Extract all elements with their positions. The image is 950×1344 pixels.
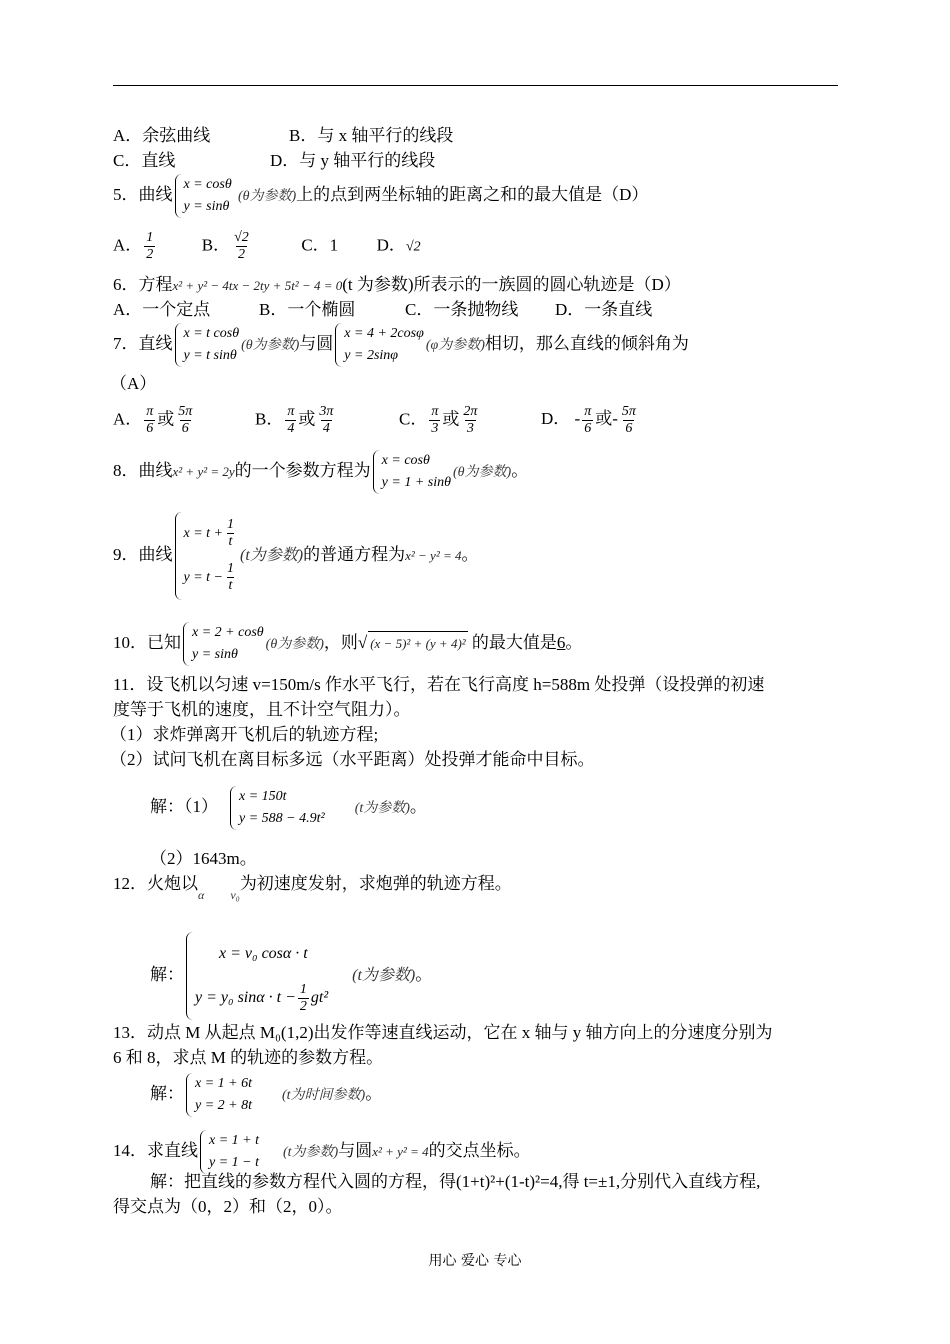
q4-option-d: D．与 y 轴平行的线段 (270, 151, 436, 170)
brace (183, 622, 190, 666)
numerator: π (287, 404, 295, 419)
q11-sol-label: 解：（1） (150, 796, 218, 816)
numerator: 3π (319, 404, 334, 419)
q12-param-system (186, 932, 328, 1020)
q11-line1: 11．设飞机以匀速 v=150m/s 作水平飞行，若在飞行高度 h=588m 处投弹（设投弹的初速 (113, 675, 765, 694)
q10-param: (θ为参数) (265, 636, 324, 652)
denominator: 2 (237, 247, 245, 262)
q13-end: 。 (365, 1083, 383, 1103)
q5-opt-b-fraction (232, 230, 251, 263)
q4-option-c: C．直线 (113, 151, 176, 170)
q14-question (113, 1130, 531, 1174)
brace (186, 1073, 193, 1117)
q9-y-left: y = t − (183, 570, 223, 585)
denominator: 6 (584, 421, 592, 436)
q8-end: 。 (511, 460, 529, 480)
sqrt-sign: √ (357, 632, 368, 652)
q14-param-system (200, 1130, 259, 1174)
fraction (298, 982, 309, 1015)
q4-option-b: B．与 x 轴平行的线段 (289, 126, 454, 145)
q11-solution1 (150, 786, 427, 830)
header-rule (113, 85, 838, 86)
denominator: 2 (146, 247, 154, 262)
q12-end: 。 (415, 964, 433, 984)
brace (373, 450, 380, 494)
q11-sub1: （1）求炸弹离开飞机后的轨迹方程; (110, 725, 379, 744)
q9-x-left: x = t + (183, 526, 223, 541)
q8-sys-x: x = cosθ (381, 453, 430, 468)
q5-opt-d-value: √2 (405, 239, 421, 255)
q8-question (113, 450, 528, 494)
q5-opt-d-label: D． (376, 235, 406, 255)
q12-y-left: y = y₀ sinα · t − (195, 989, 296, 1006)
numerator: π (584, 404, 592, 419)
q9-answer: x² − y² = 4 (405, 547, 462, 563)
q6-prefix: 6．方程 (113, 275, 173, 294)
brace (200, 1130, 207, 1174)
denominator: 2 (299, 998, 307, 1014)
q7-circle-x: x = 4 + 2cosφ (344, 326, 424, 341)
q7-opt-c-label: C． (399, 409, 428, 429)
q12-param: (t为参数) (352, 966, 416, 984)
q14-equation: x² + y² = 4 (372, 1143, 429, 1159)
q5-param-system (175, 174, 232, 218)
q13-line2: 6 和 8，求点 M 的轨迹的参数方程。 (113, 1048, 384, 1067)
q13-param-system (186, 1073, 252, 1117)
q9-sys-x (184, 512, 239, 556)
q13-sol-label: 解： (150, 1083, 184, 1103)
q12-sys-y (195, 976, 328, 1020)
q11-end: 。 (409, 796, 427, 816)
q10-text: 的最大值是 (471, 632, 557, 652)
q7-param1: (θ为参数) (241, 337, 300, 353)
fraction (285, 404, 296, 437)
q7-answer: （A） (110, 374, 157, 393)
q7-prefix: 7．直线 (113, 333, 173, 353)
fraction (317, 404, 335, 437)
fraction (429, 404, 440, 437)
q13-sys-y: y = 2 + 8t (195, 1098, 252, 1113)
q10-sys-y: y = sinθ (192, 647, 238, 662)
or-text: 或 (442, 409, 460, 429)
q5-param: (θ为参数) (237, 188, 297, 204)
denominator: t (228, 578, 233, 594)
q7-text: 相切，那么直线的倾斜角为 (484, 333, 689, 353)
q14-mid: 与圆 (338, 1140, 373, 1160)
denominator: 4 (287, 421, 295, 436)
fraction (620, 404, 638, 437)
q12-alpha: α (198, 888, 205, 902)
q9-param: (t为参数) (240, 546, 304, 564)
q5-opt-c: C．1 (301, 235, 339, 255)
q8-param-system (373, 450, 451, 494)
q6-opt-d: D．一条直线 (555, 300, 653, 319)
denominator: 3 (466, 421, 474, 436)
q5-opt-b-label: B． (201, 235, 231, 255)
q5-opt-a-fraction (144, 230, 155, 263)
fraction (144, 404, 155, 437)
fraction (461, 404, 479, 437)
q7-opt-b-label: B． (255, 409, 284, 429)
q11-solution2: （2）1643m。 (150, 849, 257, 868)
q11-param-system (230, 786, 325, 830)
q5-opt-a-label: A． (113, 235, 143, 255)
q14-solution2: 得交点为（0，2）和（2，0）。 (113, 1197, 343, 1216)
q6-opt-b: B．一个椭圆 (259, 300, 356, 319)
q7-opt-c (399, 404, 541, 437)
numerator: 5π (178, 404, 193, 419)
q12-text: 为初速度发射，求炮弹的轨迹方程。 (239, 874, 512, 893)
q5-question (113, 174, 648, 218)
q6-options (113, 298, 652, 322)
fraction (582, 404, 593, 437)
q10-param-system (183, 622, 264, 666)
denominator: 4 (322, 421, 330, 436)
brace (335, 323, 342, 367)
numerator: 1 (227, 517, 234, 533)
q6-question (113, 273, 681, 298)
minus-sign: - (612, 409, 618, 429)
q11-sub2: （2）试问飞机在离目标多远（水平距离）处投弹才能命中目标。 (110, 750, 595, 769)
q9-question (113, 512, 479, 600)
q7-opt-a-label: A． (113, 409, 143, 429)
q8-equation: x² + y² = 2y (172, 463, 235, 479)
q14-prefix: 14．求直线 (113, 1140, 198, 1160)
brace (175, 512, 182, 600)
q7-line-y: y = t sinθ (183, 348, 237, 363)
q14-text: 的交点坐标。 (428, 1140, 531, 1160)
q12-y-right: gt² (310, 989, 329, 1006)
denominator: 3 (431, 421, 439, 436)
q10-expression: (x − 5)² + (y + 4)² (368, 631, 467, 656)
q7-circle-y: y = 2sinφ (344, 348, 399, 363)
q7-question (113, 323, 689, 367)
q12-sol-label: 解： (150, 964, 184, 984)
q14-param: (t为参数) (283, 1144, 339, 1160)
q7-line-system (175, 323, 240, 367)
q4-options-row1 (113, 124, 453, 148)
q4-options-row2 (113, 149, 435, 173)
brace (186, 932, 193, 1020)
q8-text: 的一个参数方程为 (234, 460, 371, 480)
q7-opt-d (541, 404, 640, 436)
q7-circle-system (335, 323, 424, 367)
denominator: t (228, 534, 233, 550)
numerator: 1 (146, 230, 154, 245)
brace (230, 786, 237, 830)
q12-prefix: 12．火炮以 (113, 874, 198, 893)
q6-text: (t 为参数)所表示的一族圆的圆心轨迹是（D） (342, 275, 681, 294)
q9-text: 的普通方程为 (303, 544, 406, 564)
q7-opt-a (113, 404, 255, 437)
q5-sys-x: x = cosθ (183, 177, 232, 192)
q5-options (113, 230, 421, 263)
fraction (176, 404, 194, 437)
q9-param-system (175, 512, 239, 600)
q7-opt-d-label: D． (541, 409, 571, 429)
q5-sys-y: y = sinθ (183, 199, 230, 214)
q12-v0: v₀ (230, 888, 240, 902)
numerator: 1 (227, 561, 234, 577)
q11-sys-x: x = 150t (239, 789, 287, 804)
q13-param: (t为时间参数) (282, 1087, 366, 1103)
or-text: 或 (157, 409, 175, 429)
q10-answer: 6 (556, 632, 566, 652)
denominator: 6 (146, 421, 154, 436)
q9-sys-y (184, 556, 239, 600)
numerator: 1 (299, 981, 307, 997)
q6-opt-c: C．一条抛物线 (405, 300, 519, 319)
q6-opt-a: A．一个定点 (113, 300, 211, 319)
q12-sys-x: x = v₀ cosα · t (219, 945, 308, 962)
q8-sys-y: y = 1 + sinθ (381, 475, 451, 490)
or-text: 或 (298, 409, 316, 429)
q11-param: (t为参数) (354, 800, 410, 816)
q6-equation: x² + y² − 4tx − 2ty + 5t² − 4 = 0 (172, 278, 343, 293)
q7-options (113, 404, 640, 437)
q14-solution1: 解：把直线的参数方程代入圆的方程，得(1+t)²+(1-t)²=4,得 t=±1,分别代入直线方程, (150, 1172, 761, 1191)
q11-line2: 度等于飞机的速度，且不计空气阻力）。 (113, 700, 411, 719)
q14-sys-x: x = 1 + t (209, 1133, 259, 1148)
q8-prefix: 8．曲线 (113, 460, 173, 480)
minus-sign: - (574, 409, 581, 429)
q4-option-a: A．余弦曲线 (113, 126, 211, 145)
denominator: 6 (181, 421, 189, 436)
q10-sys-x: x = 2 + cosθ (192, 625, 264, 640)
numerator: 2π (463, 404, 478, 419)
or-text: 或 (595, 409, 613, 429)
fraction (225, 517, 236, 550)
q10-end: 。 (565, 632, 583, 652)
q12-solution (150, 932, 432, 1020)
q9-end: 。 (461, 544, 479, 564)
q10-question (113, 622, 582, 666)
q13-sys-x: x = 1 + 6t (195, 1076, 252, 1091)
numerator: √2 (234, 230, 249, 245)
numerator: 5π (621, 404, 636, 419)
q11-sys-y: y = 588 − 4.9t² (239, 811, 325, 826)
q5-text: 上的点到两坐标轴的距离之和的最大值是（D） (296, 184, 649, 204)
q10-mid: ，则 (323, 632, 358, 652)
q14-sys-y: y = 1 − t (209, 1155, 259, 1170)
q7-opt-b (255, 404, 399, 437)
fraction (225, 561, 236, 594)
q5-prefix: 5．曲线 (113, 184, 173, 204)
q7-mid: 与圆 (299, 333, 334, 353)
q10-prefix: 10．已知 (113, 632, 181, 652)
q12-question (113, 872, 512, 907)
q7-line-x: x = t cosθ (183, 326, 240, 341)
denominator: 6 (625, 421, 633, 436)
page-footer: 用心 爱心 专心 (428, 1253, 522, 1269)
q7-param2: (φ为参数) (425, 337, 485, 353)
q8-param: (θ为参数) (452, 464, 512, 480)
q13-solution (150, 1073, 382, 1117)
brace (175, 323, 182, 367)
numerator: π (146, 404, 154, 419)
q13-line1: 13．动点 M 从起点 M₀(1,2)出发作等速直线运动，它在 x 轴与 y 轴方向上的分速度分别为 (113, 1023, 773, 1042)
q9-prefix: 9．曲线 (113, 544, 173, 564)
brace (175, 174, 182, 218)
numerator: π (431, 404, 439, 419)
